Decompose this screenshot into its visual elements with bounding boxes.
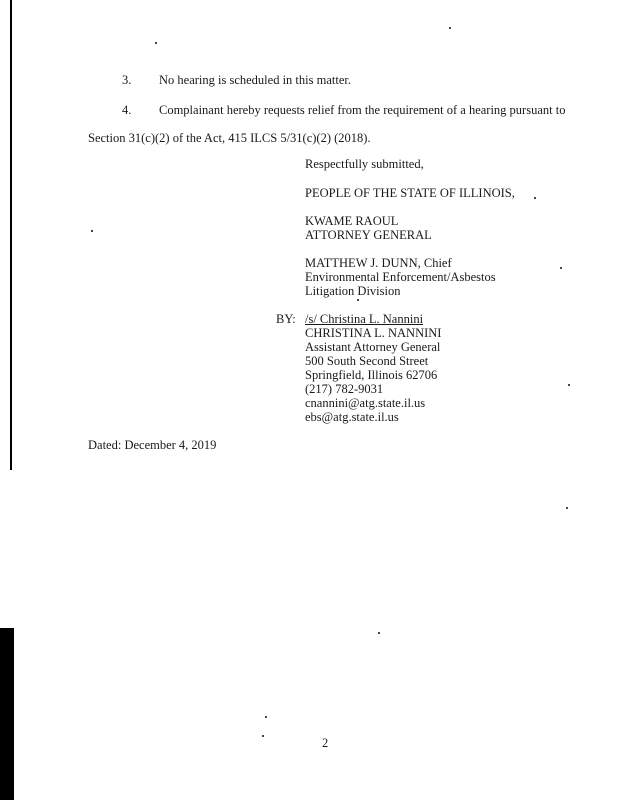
scan-speck [357,299,359,301]
scan-speck [566,507,568,509]
phone-number: (217) 782-9031 [305,382,384,396]
address-line-1: 500 South Second Street [305,354,429,368]
scan-speck [262,735,264,737]
party-name: PEOPLE OF THE STATE OF ILLINOIS, [305,186,515,200]
scan-speck [265,716,267,718]
scan-speck [378,632,380,634]
chief-division-line-2: Litigation Division [305,284,401,298]
ag-name: KWAME RAOUL [305,214,399,228]
signer-name: CHRISTINA L. NANNINI [305,326,442,340]
scan-speck [568,384,570,386]
chief-division-line-1: Environmental Enforcement/Asbestos [305,270,496,284]
chief-name: MATTHEW J. DUNN, Chief [305,256,452,270]
page-number: 2 [322,736,329,750]
item-4-number: 4. [122,103,132,117]
by-label: BY: [276,312,296,326]
address-line-2: Springfield, Illinois 62706 [305,368,438,382]
item-3-text: No hearing is scheduled in this matter. [159,73,351,87]
scan-speck [534,197,536,199]
item-4-continuation: Section 31(c)(2) of the Act, 415 ILCS 5/31(c)(2) (2018). [88,131,371,145]
closing-line: Respectfully submitted, [305,157,424,171]
dated-line: Dated: December 4, 2019 [88,438,217,452]
signer-title: Assistant Attorney General [305,340,441,354]
scan-edge-bar-bottom [0,628,14,800]
scan-speck [560,267,562,269]
email-address-2: ebs@atg.state.il.us [305,410,399,424]
electronic-signature: /s/ Christina L. Nannini [305,312,424,326]
scan-speck [91,230,93,232]
ag-title: ATTORNEY GENERAL [305,228,432,242]
email-address-1: cnannini@atg.state.il.us [305,396,426,410]
item-3-number: 3. [122,73,132,87]
scan-speck [449,27,451,29]
item-4-text: Complainant hereby requests relief from the requirement of a hearing pursuant to [159,103,566,117]
scan-speck [155,42,157,44]
scan-edge-bar-top [10,0,12,470]
